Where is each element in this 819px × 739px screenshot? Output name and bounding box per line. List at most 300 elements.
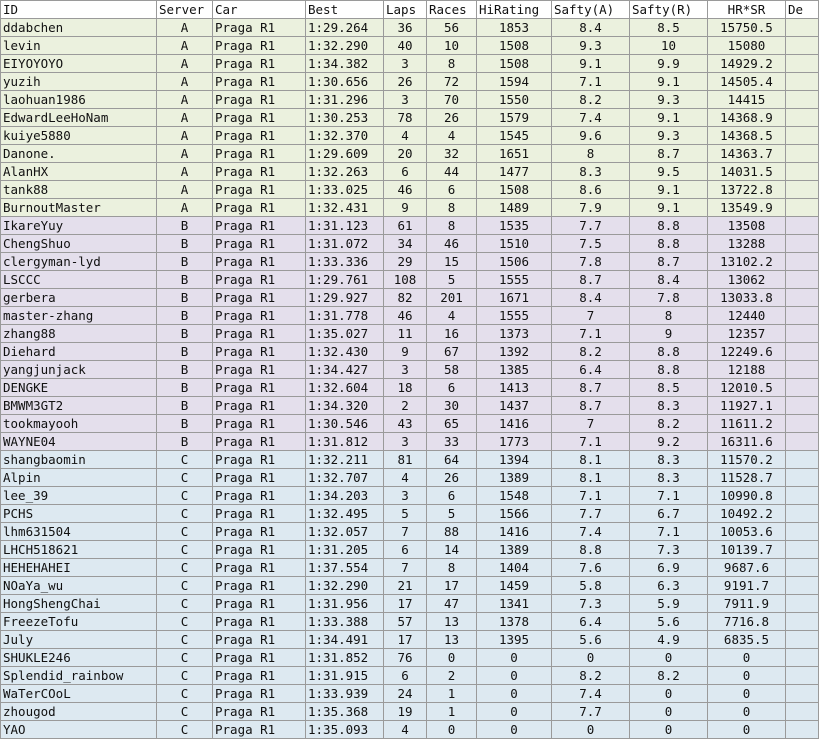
- cell-hr-sr[interactable]: 11570.2: [708, 451, 786, 469]
- cell-car[interactable]: Praga R1: [213, 271, 306, 289]
- cell-hr-sr[interactable]: 0: [708, 649, 786, 667]
- cell-safty-r[interactable]: 9.2: [630, 433, 708, 451]
- cell-id[interactable]: EdwardLeeHoNam: [1, 109, 157, 127]
- header-cell-server[interactable]: Server: [157, 1, 213, 19]
- cell-hirating[interactable]: 1477: [477, 163, 552, 181]
- cell-best[interactable]: 1:33.336: [306, 253, 384, 271]
- cell-races[interactable]: 8: [427, 217, 477, 235]
- cell-races[interactable]: 1: [427, 685, 477, 703]
- cell-empty[interactable]: [786, 235, 819, 253]
- cell-car[interactable]: Praga R1: [213, 469, 306, 487]
- cell-empty[interactable]: [786, 271, 819, 289]
- cell-safty-r[interactable]: 8.5: [630, 379, 708, 397]
- header-cell-id[interactable]: ID: [1, 1, 157, 19]
- cell-empty[interactable]: [786, 379, 819, 397]
- cell-safty-r[interactable]: 8.4: [630, 271, 708, 289]
- cell-id[interactable]: Diehard: [1, 343, 157, 361]
- cell-safty-a[interactable]: 7.4: [552, 109, 630, 127]
- cell-hr-sr[interactable]: 11528.7: [708, 469, 786, 487]
- cell-car[interactable]: Praga R1: [213, 613, 306, 631]
- cell-server[interactable]: A: [157, 19, 213, 37]
- cell-best[interactable]: 1:33.388: [306, 613, 384, 631]
- cell-server[interactable]: B: [157, 433, 213, 451]
- cell-server[interactable]: C: [157, 667, 213, 685]
- cell-races[interactable]: 44: [427, 163, 477, 181]
- cell-safty-r[interactable]: 6.9: [630, 559, 708, 577]
- cell-safty-a[interactable]: 0: [552, 649, 630, 667]
- cell-hr-sr[interactable]: 15750.5: [708, 19, 786, 37]
- cell-car[interactable]: Praga R1: [213, 217, 306, 235]
- cell-hirating[interactable]: 1548: [477, 487, 552, 505]
- cell-hr-sr[interactable]: 14415: [708, 91, 786, 109]
- cell-laps[interactable]: 4: [384, 127, 427, 145]
- cell-server[interactable]: C: [157, 559, 213, 577]
- cell-empty[interactable]: [786, 631, 819, 649]
- cell-hirating[interactable]: 1416: [477, 415, 552, 433]
- cell-best[interactable]: 1:32.495: [306, 505, 384, 523]
- cell-hirating[interactable]: 1508: [477, 181, 552, 199]
- cell-car[interactable]: Praga R1: [213, 397, 306, 415]
- cell-safty-r[interactable]: 7.8: [630, 289, 708, 307]
- cell-car[interactable]: Praga R1: [213, 307, 306, 325]
- cell-empty[interactable]: [786, 397, 819, 415]
- cell-safty-r[interactable]: 8.2: [630, 415, 708, 433]
- cell-car[interactable]: Praga R1: [213, 667, 306, 685]
- cell-empty[interactable]: [786, 109, 819, 127]
- cell-car[interactable]: Praga R1: [213, 253, 306, 271]
- cell-best[interactable]: 1:32.430: [306, 343, 384, 361]
- cell-id[interactable]: kuiye5880: [1, 127, 157, 145]
- cell-races[interactable]: 30: [427, 397, 477, 415]
- cell-best[interactable]: 1:29.264: [306, 19, 384, 37]
- cell-races[interactable]: 88: [427, 523, 477, 541]
- cell-safty-a[interactable]: 9.6: [552, 127, 630, 145]
- cell-server[interactable]: A: [157, 55, 213, 73]
- cell-laps[interactable]: 82: [384, 289, 427, 307]
- cell-car[interactable]: Praga R1: [213, 577, 306, 595]
- cell-safty-a[interactable]: 7.1: [552, 73, 630, 91]
- cell-races[interactable]: 14: [427, 541, 477, 559]
- cell-best[interactable]: 1:29.609: [306, 145, 384, 163]
- cell-empty[interactable]: [786, 55, 819, 73]
- cell-hirating[interactable]: 1378: [477, 613, 552, 631]
- cell-laps[interactable]: 36: [384, 19, 427, 37]
- cell-empty[interactable]: [786, 343, 819, 361]
- cell-safty-r[interactable]: 8.5: [630, 19, 708, 37]
- cell-best[interactable]: 1:31.123: [306, 217, 384, 235]
- cell-hr-sr[interactable]: 15080: [708, 37, 786, 55]
- cell-safty-a[interactable]: 7.3: [552, 595, 630, 613]
- cell-empty[interactable]: [786, 451, 819, 469]
- cell-hr-sr[interactable]: 7716.8: [708, 613, 786, 631]
- cell-car[interactable]: Praga R1: [213, 721, 306, 739]
- cell-safty-r[interactable]: 5.9: [630, 595, 708, 613]
- cell-id[interactable]: master-zhang: [1, 307, 157, 325]
- cell-laps[interactable]: 43: [384, 415, 427, 433]
- cell-hr-sr[interactable]: 10990.8: [708, 487, 786, 505]
- cell-id[interactable]: IkareYuy: [1, 217, 157, 235]
- cell-safty-r[interactable]: 4.9: [630, 631, 708, 649]
- cell-hirating[interactable]: 1853: [477, 19, 552, 37]
- cell-races[interactable]: 33: [427, 433, 477, 451]
- cell-races[interactable]: 6: [427, 181, 477, 199]
- cell-best[interactable]: 1:32.370: [306, 127, 384, 145]
- cell-laps[interactable]: 3: [384, 433, 427, 451]
- cell-hirating[interactable]: 1341: [477, 595, 552, 613]
- cell-safty-a[interactable]: 7.1: [552, 487, 630, 505]
- cell-safty-a[interactable]: 8.1: [552, 469, 630, 487]
- cell-id[interactable]: WaTerCOoL: [1, 685, 157, 703]
- cell-empty[interactable]: [786, 19, 819, 37]
- cell-best[interactable]: 1:31.778: [306, 307, 384, 325]
- cell-safty-a[interactable]: 5.8: [552, 577, 630, 595]
- cell-races[interactable]: 6: [427, 487, 477, 505]
- cell-id[interactable]: tank88: [1, 181, 157, 199]
- cell-best[interactable]: 1:32.057: [306, 523, 384, 541]
- cell-best[interactable]: 1:31.205: [306, 541, 384, 559]
- cell-hr-sr[interactable]: 13549.9: [708, 199, 786, 217]
- cell-safty-r[interactable]: 10: [630, 37, 708, 55]
- cell-best[interactable]: 1:35.093: [306, 721, 384, 739]
- cell-id[interactable]: levin: [1, 37, 157, 55]
- cell-empty[interactable]: [786, 433, 819, 451]
- cell-empty[interactable]: [786, 325, 819, 343]
- cell-hirating[interactable]: 1555: [477, 271, 552, 289]
- cell-hirating[interactable]: 1566: [477, 505, 552, 523]
- cell-safty-a[interactable]: 7: [552, 307, 630, 325]
- header-cell-truncated[interactable]: De: [786, 1, 819, 19]
- cell-safty-r[interactable]: 8.3: [630, 469, 708, 487]
- cell-safty-a[interactable]: 8.1: [552, 451, 630, 469]
- cell-car[interactable]: Praga R1: [213, 109, 306, 127]
- cell-car[interactable]: Praga R1: [213, 19, 306, 37]
- cell-safty-a[interactable]: 8.2: [552, 667, 630, 685]
- cell-car[interactable]: Praga R1: [213, 37, 306, 55]
- cell-hirating[interactable]: 1579: [477, 109, 552, 127]
- cell-car[interactable]: Praga R1: [213, 289, 306, 307]
- cell-races[interactable]: 70: [427, 91, 477, 109]
- cell-safty-r[interactable]: 9.9: [630, 55, 708, 73]
- cell-hr-sr[interactable]: 9191.7: [708, 577, 786, 595]
- cell-hirating[interactable]: 1389: [477, 541, 552, 559]
- cell-races[interactable]: 10: [427, 37, 477, 55]
- cell-safty-a[interactable]: 7.1: [552, 325, 630, 343]
- header-cell-hirating[interactable]: HiRating: [477, 1, 552, 19]
- cell-races[interactable]: 26: [427, 469, 477, 487]
- cell-races[interactable]: 4: [427, 307, 477, 325]
- cell-car[interactable]: Praga R1: [213, 559, 306, 577]
- cell-server[interactable]: B: [157, 307, 213, 325]
- header-cell-best[interactable]: Best: [306, 1, 384, 19]
- cell-safty-a[interactable]: 7.4: [552, 523, 630, 541]
- cell-car[interactable]: Praga R1: [213, 145, 306, 163]
- cell-best[interactable]: 1:30.656: [306, 73, 384, 91]
- cell-safty-r[interactable]: 9.1: [630, 199, 708, 217]
- cell-id[interactable]: AlanHX: [1, 163, 157, 181]
- cell-safty-r[interactable]: 8.7: [630, 253, 708, 271]
- cell-races[interactable]: 1: [427, 703, 477, 721]
- cell-hr-sr[interactable]: 10053.6: [708, 523, 786, 541]
- cell-best[interactable]: 1:29.927: [306, 289, 384, 307]
- cell-laps[interactable]: 2: [384, 397, 427, 415]
- cell-best[interactable]: 1:34.491: [306, 631, 384, 649]
- cell-races[interactable]: 0: [427, 649, 477, 667]
- cell-laps[interactable]: 17: [384, 631, 427, 649]
- cell-safty-r[interactable]: 7.1: [630, 523, 708, 541]
- cell-laps[interactable]: 61: [384, 217, 427, 235]
- cell-car[interactable]: Praga R1: [213, 181, 306, 199]
- cell-laps[interactable]: 24: [384, 685, 427, 703]
- cell-id[interactable]: LHCH518621: [1, 541, 157, 559]
- cell-hr-sr[interactable]: 14368.9: [708, 109, 786, 127]
- cell-empty[interactable]: [786, 307, 819, 325]
- cell-races[interactable]: 17: [427, 577, 477, 595]
- cell-safty-r[interactable]: 8.7: [630, 145, 708, 163]
- cell-safty-a[interactable]: 8.8: [552, 541, 630, 559]
- cell-server[interactable]: B: [157, 361, 213, 379]
- cell-races[interactable]: 5: [427, 505, 477, 523]
- cell-safty-a[interactable]: 8.7: [552, 271, 630, 289]
- cell-car[interactable]: Praga R1: [213, 73, 306, 91]
- cell-id[interactable]: Splendid_rainbow: [1, 667, 157, 685]
- cell-id[interactable]: HEHEHAHEI: [1, 559, 157, 577]
- cell-best[interactable]: 1:34.203: [306, 487, 384, 505]
- cell-safty-a[interactable]: 7.9: [552, 199, 630, 217]
- cell-laps[interactable]: 40: [384, 37, 427, 55]
- cell-safty-r[interactable]: 0: [630, 649, 708, 667]
- cell-empty[interactable]: [786, 613, 819, 631]
- header-cell-hr-sr[interactable]: HR*SR: [708, 1, 786, 19]
- cell-hirating[interactable]: 1392: [477, 343, 552, 361]
- cell-best[interactable]: 1:31.296: [306, 91, 384, 109]
- cell-empty[interactable]: [786, 415, 819, 433]
- cell-safty-a[interactable]: 8.4: [552, 289, 630, 307]
- header-cell-laps[interactable]: Laps: [384, 1, 427, 19]
- cell-safty-r[interactable]: 0: [630, 703, 708, 721]
- cell-safty-r[interactable]: 6.3: [630, 577, 708, 595]
- cell-server[interactable]: C: [157, 649, 213, 667]
- cell-safty-r[interactable]: 8.2: [630, 667, 708, 685]
- cell-laps[interactable]: 6: [384, 163, 427, 181]
- cell-hirating[interactable]: 1389: [477, 469, 552, 487]
- cell-server[interactable]: B: [157, 397, 213, 415]
- cell-laps[interactable]: 3: [384, 361, 427, 379]
- cell-hr-sr[interactable]: 13033.8: [708, 289, 786, 307]
- cell-hirating[interactable]: 0: [477, 703, 552, 721]
- cell-safty-r[interactable]: 8.8: [630, 343, 708, 361]
- cell-empty[interactable]: [786, 469, 819, 487]
- cell-hirating[interactable]: 0: [477, 721, 552, 739]
- cell-safty-a[interactable]: 8.4: [552, 19, 630, 37]
- cell-hirating[interactable]: 1535: [477, 217, 552, 235]
- cell-car[interactable]: Praga R1: [213, 127, 306, 145]
- cell-races[interactable]: 32: [427, 145, 477, 163]
- cell-id[interactable]: ddabchen: [1, 19, 157, 37]
- cell-safty-a[interactable]: 7.7: [552, 703, 630, 721]
- cell-id[interactable]: HongShengChai: [1, 595, 157, 613]
- cell-laps[interactable]: 9: [384, 199, 427, 217]
- cell-car[interactable]: Praga R1: [213, 703, 306, 721]
- cell-safty-r[interactable]: 9: [630, 325, 708, 343]
- cell-safty-a[interactable]: 6.4: [552, 361, 630, 379]
- cell-hirating[interactable]: 1555: [477, 307, 552, 325]
- cell-safty-r[interactable]: 8.8: [630, 361, 708, 379]
- cell-races[interactable]: 13: [427, 613, 477, 631]
- cell-safty-r[interactable]: 9.3: [630, 91, 708, 109]
- cell-hr-sr[interactable]: 0: [708, 703, 786, 721]
- cell-id[interactable]: lhm631504: [1, 523, 157, 541]
- cell-safty-r[interactable]: 9.3: [630, 127, 708, 145]
- cell-id[interactable]: WAYNE04: [1, 433, 157, 451]
- cell-server[interactable]: A: [157, 73, 213, 91]
- cell-server[interactable]: C: [157, 469, 213, 487]
- cell-best[interactable]: 1:32.263: [306, 163, 384, 181]
- cell-id[interactable]: yangjunjack: [1, 361, 157, 379]
- cell-server[interactable]: C: [157, 523, 213, 541]
- cell-safty-r[interactable]: 8.3: [630, 451, 708, 469]
- cell-safty-r[interactable]: 8: [630, 307, 708, 325]
- cell-id[interactable]: July: [1, 631, 157, 649]
- cell-hirating[interactable]: 1373: [477, 325, 552, 343]
- cell-hr-sr[interactable]: 14363.7: [708, 145, 786, 163]
- cell-best[interactable]: 1:31.915: [306, 667, 384, 685]
- cell-races[interactable]: 5: [427, 271, 477, 289]
- cell-server[interactable]: C: [157, 613, 213, 631]
- cell-server[interactable]: C: [157, 703, 213, 721]
- cell-server[interactable]: A: [157, 199, 213, 217]
- cell-car[interactable]: Praga R1: [213, 433, 306, 451]
- cell-laps[interactable]: 20: [384, 145, 427, 163]
- cell-laps[interactable]: 7: [384, 523, 427, 541]
- cell-hirating[interactable]: 0: [477, 685, 552, 703]
- cell-hr-sr[interactable]: 10492.2: [708, 505, 786, 523]
- cell-hirating[interactable]: 0: [477, 667, 552, 685]
- cell-server[interactable]: C: [157, 631, 213, 649]
- cell-hr-sr[interactable]: 14929.2: [708, 55, 786, 73]
- cell-best[interactable]: 1:35.368: [306, 703, 384, 721]
- cell-best[interactable]: 1:31.812: [306, 433, 384, 451]
- cell-best[interactable]: 1:35.027: [306, 325, 384, 343]
- cell-hirating[interactable]: 1773: [477, 433, 552, 451]
- cell-laps[interactable]: 6: [384, 541, 427, 559]
- cell-car[interactable]: Praga R1: [213, 343, 306, 361]
- cell-empty[interactable]: [786, 487, 819, 505]
- cell-car[interactable]: Praga R1: [213, 649, 306, 667]
- cell-safty-r[interactable]: 9.5: [630, 163, 708, 181]
- cell-hirating[interactable]: 1510: [477, 235, 552, 253]
- cell-server[interactable]: B: [157, 289, 213, 307]
- header-cell-safty-a[interactable]: Safty(A): [552, 1, 630, 19]
- cell-empty[interactable]: [786, 577, 819, 595]
- cell-server[interactable]: C: [157, 541, 213, 559]
- cell-safty-r[interactable]: 8.8: [630, 235, 708, 253]
- cell-safty-a[interactable]: 8.2: [552, 91, 630, 109]
- cell-server[interactable]: C: [157, 685, 213, 703]
- cell-races[interactable]: 64: [427, 451, 477, 469]
- cell-server[interactable]: A: [157, 127, 213, 145]
- cell-empty[interactable]: [786, 559, 819, 577]
- cell-best[interactable]: 1:32.431: [306, 199, 384, 217]
- cell-hirating[interactable]: 1404: [477, 559, 552, 577]
- cell-empty[interactable]: [786, 505, 819, 523]
- header-cell-safty-r[interactable]: Safty(R): [630, 1, 708, 19]
- cell-laps[interactable]: 9: [384, 343, 427, 361]
- cell-car[interactable]: Praga R1: [213, 487, 306, 505]
- cell-safty-a[interactable]: 8.2: [552, 343, 630, 361]
- cell-safty-a[interactable]: 6.4: [552, 613, 630, 631]
- cell-hirating[interactable]: 1413: [477, 379, 552, 397]
- cell-id[interactable]: tookmayooh: [1, 415, 157, 433]
- cell-car[interactable]: Praga R1: [213, 541, 306, 559]
- cell-hr-sr[interactable]: 0: [708, 667, 786, 685]
- cell-best[interactable]: 1:34.320: [306, 397, 384, 415]
- cell-car[interactable]: Praga R1: [213, 163, 306, 181]
- cell-laps[interactable]: 29: [384, 253, 427, 271]
- cell-safty-a[interactable]: 8.6: [552, 181, 630, 199]
- cell-laps[interactable]: 46: [384, 181, 427, 199]
- cell-best[interactable]: 1:32.290: [306, 577, 384, 595]
- cell-hirating[interactable]: 1651: [477, 145, 552, 163]
- cell-races[interactable]: 15: [427, 253, 477, 271]
- cell-laps[interactable]: 18: [384, 379, 427, 397]
- cell-hr-sr[interactable]: 11927.1: [708, 397, 786, 415]
- cell-safty-a[interactable]: 8.7: [552, 397, 630, 415]
- cell-safty-r[interactable]: 7.1: [630, 487, 708, 505]
- cell-best[interactable]: 1:34.382: [306, 55, 384, 73]
- cell-laps[interactable]: 76: [384, 649, 427, 667]
- cell-hirating[interactable]: 1671: [477, 289, 552, 307]
- cell-hr-sr[interactable]: 12188: [708, 361, 786, 379]
- cell-races[interactable]: 26: [427, 109, 477, 127]
- cell-best[interactable]: 1:32.290: [306, 37, 384, 55]
- cell-car[interactable]: Praga R1: [213, 361, 306, 379]
- cell-best[interactable]: 1:31.852: [306, 649, 384, 667]
- cell-car[interactable]: Praga R1: [213, 325, 306, 343]
- cell-best[interactable]: 1:32.707: [306, 469, 384, 487]
- cell-server[interactable]: A: [157, 181, 213, 199]
- cell-laps[interactable]: 4: [384, 721, 427, 739]
- cell-server[interactable]: A: [157, 163, 213, 181]
- cell-id[interactable]: Alpin: [1, 469, 157, 487]
- cell-car[interactable]: Praga R1: [213, 199, 306, 217]
- cell-server[interactable]: C: [157, 451, 213, 469]
- cell-races[interactable]: 8: [427, 55, 477, 73]
- cell-server[interactable]: B: [157, 253, 213, 271]
- cell-hirating[interactable]: 1594: [477, 73, 552, 91]
- cell-races[interactable]: 16: [427, 325, 477, 343]
- cell-hr-sr[interactable]: 12249.6: [708, 343, 786, 361]
- cell-empty[interactable]: [786, 91, 819, 109]
- cell-hr-sr[interactable]: 13722.8: [708, 181, 786, 199]
- cell-best[interactable]: 1:32.604: [306, 379, 384, 397]
- cell-server[interactable]: A: [157, 91, 213, 109]
- cell-empty[interactable]: [786, 721, 819, 739]
- cell-safty-r[interactable]: 6.7: [630, 505, 708, 523]
- cell-laps[interactable]: 57: [384, 613, 427, 631]
- cell-empty[interactable]: [786, 37, 819, 55]
- cell-car[interactable]: Praga R1: [213, 505, 306, 523]
- cell-safty-r[interactable]: 8.3: [630, 397, 708, 415]
- cell-hr-sr[interactable]: 12357: [708, 325, 786, 343]
- cell-laps[interactable]: 7: [384, 559, 427, 577]
- cell-hirating[interactable]: 1437: [477, 397, 552, 415]
- cell-server[interactable]: A: [157, 37, 213, 55]
- cell-server[interactable]: A: [157, 145, 213, 163]
- cell-server[interactable]: B: [157, 343, 213, 361]
- cell-best[interactable]: 1:31.956: [306, 595, 384, 613]
- cell-empty[interactable]: [786, 595, 819, 613]
- cell-empty[interactable]: [786, 199, 819, 217]
